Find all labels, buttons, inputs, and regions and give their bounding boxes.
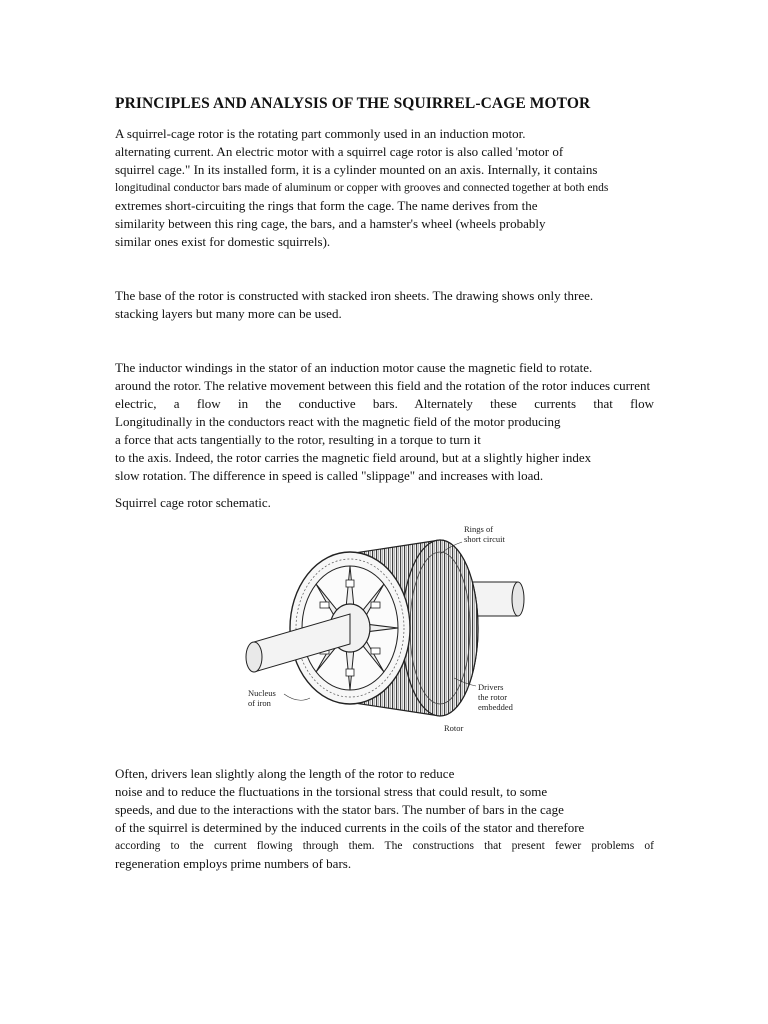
rotor-diagram xyxy=(240,518,530,740)
label-rotor: Rotor xyxy=(444,723,464,733)
label-rings-1: Rings of xyxy=(464,524,494,534)
document-title: PRINCIPLES AND ANALYSIS OF THE SQUIRREL-CAGE MOTOR xyxy=(115,95,591,112)
rotor-figure xyxy=(240,518,530,740)
paragraph-line: similar ones exist for domestic squirrels). xyxy=(115,234,331,249)
paragraph-line: a force that acts tangentially to the rotor, resulting in a torque to turn it xyxy=(115,432,481,447)
paragraph-line: around the rotor. The relative movement between this field and the rotation of the rotor induces current xyxy=(115,378,651,393)
paragraph-line: regeneration employs prime numbers of bars. xyxy=(115,856,352,871)
figure-caption: Squirrel cage rotor schematic. xyxy=(115,495,271,510)
paragraph-line: similarity between this ring cage, the bars, and a hamster's wheel (wheels probably xyxy=(115,216,546,231)
paragraph-line: according to the current flowing through them. The constructions that present fewer problems of xyxy=(115,840,654,852)
paragraph-line: Often, drivers lean slightly along the length of the rotor to reduce xyxy=(115,766,455,781)
label-rings-2: short circuit xyxy=(464,534,505,544)
paragraph-line: alternating current. An electric motor with a squirrel cage rotor is also called 'motor of xyxy=(115,144,564,159)
label-drivers-3: embedded xyxy=(478,702,513,712)
paragraph-line: The base of the rotor is constructed with stacked iron sheets. The drawing shows only three. xyxy=(115,288,594,303)
label-nucleus-2: of iron xyxy=(248,698,271,708)
paragraph-line: to the axis. Indeed, the rotor carries the magnetic field around, but at a slightly higher index xyxy=(115,450,592,465)
paragraph-line: extremes short-circuiting the rings that form the cage. The name derives from the xyxy=(115,198,538,213)
shaft-right xyxy=(470,582,524,616)
paragraph-line: of the squirrel is determined by the induced currents in the coils of the stator and therefore xyxy=(115,820,585,835)
paragraph-line: electric, a flow in the conductive bars. Alternately these currents that flow xyxy=(115,396,654,411)
label-drivers-1: Drivers xyxy=(478,682,504,692)
paragraph-line: longitudinal conductor bars made of aluminum or copper with grooves and connected together at both ends xyxy=(115,182,609,194)
paragraph-line: speeds, and due to the interactions with the stator bars. The number of bars in the cage xyxy=(115,802,564,817)
paragraph-line: Longitudinally in the conductors react with the magnetic field of the motor producing xyxy=(115,414,561,429)
paragraph-line: squirrel cage." In its installed form, it is a cylinder mounted on an axis. Internally, it contains xyxy=(115,162,598,177)
paragraph-line: stacking layers but many more can be used. xyxy=(115,306,342,321)
paragraph-line: The inductor windings in the stator of an induction motor cause the magnetic field to rotate. xyxy=(115,360,593,375)
label-drivers-2: the rotor xyxy=(478,692,508,702)
paragraph-line: noise and to reduce the fluctuations in the torsional stress that could result, to some xyxy=(115,784,548,799)
label-nucleus-1: Nucleus xyxy=(248,688,276,698)
paragraph-line: A squirrel-cage rotor is the rotating part commonly used in an induction motor. xyxy=(115,126,526,141)
paragraph-line: slow rotation. The difference in speed is called "slippage" and increases with load. xyxy=(115,468,544,483)
